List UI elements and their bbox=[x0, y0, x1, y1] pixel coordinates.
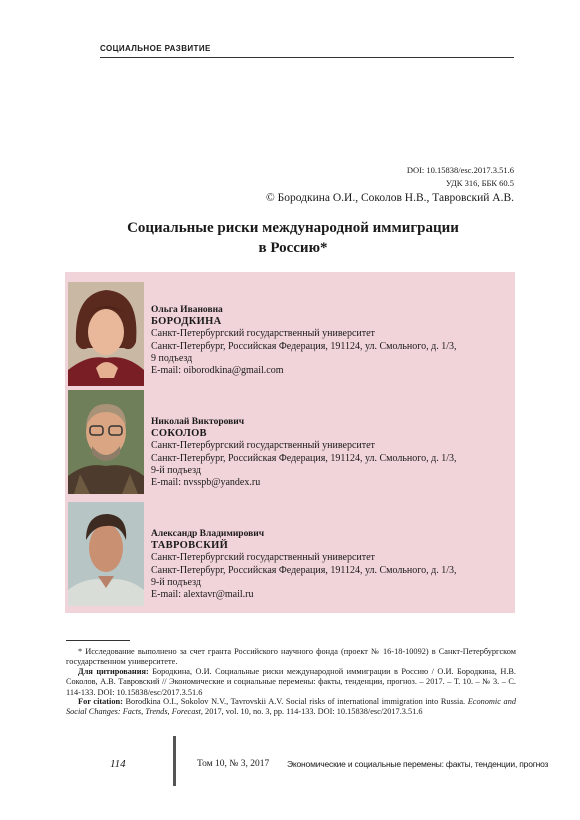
author-org: Санкт-Петербургский государственный университет bbox=[151, 328, 375, 340]
author-last-name: СОКОЛОВ bbox=[151, 428, 207, 440]
udk-line: УДК 316, ББК 60.5 bbox=[445, 178, 514, 188]
author-address: Санкт-Петербург, Российская Федерация, 191124, ул. Смольного, д. 1/3, bbox=[151, 564, 457, 576]
doi-line: DOI: 10.15838/esc.2017.3.51.6 bbox=[406, 165, 514, 175]
header-rule bbox=[100, 57, 514, 58]
author-block-tavrovskii bbox=[151, 528, 501, 601]
journal-issue: Том 10, № 3, 2017 bbox=[197, 759, 270, 769]
author-org: Санкт-Петербургский государственный университет bbox=[151, 440, 375, 452]
section-title: СОЦИАЛЬНОЕ РАЗВИТИЕ bbox=[100, 44, 211, 53]
footnote-rule bbox=[66, 640, 130, 641]
citation-en-text: Borodkina O.I., Sokolov N.V., Tavrovskii A.V. Social risks of international immigration into Russia. bbox=[122, 697, 468, 706]
article-title-line-1: Социальные риски международной иммиграции bbox=[127, 220, 459, 236]
author-first-name: Николай Викторович bbox=[151, 417, 245, 427]
footnote-citation-en bbox=[66, 697, 516, 718]
author-org: Санкт-Петербургский государственный университет bbox=[151, 552, 375, 564]
citation-en-journal: Economic and Social Changes: Facts, Trends, Forecast bbox=[66, 697, 516, 717]
article-title-line-2: в Россию* bbox=[258, 240, 328, 256]
author-email: E-mail: nvsspb@yandex.ru bbox=[151, 477, 261, 489]
footer-divider bbox=[173, 736, 176, 786]
author-address-cont: 9-й подъезд bbox=[151, 576, 201, 588]
author-photo-tavrovskii bbox=[68, 502, 144, 606]
citation-en-tail: , 2017, vol. 10, no. 3, pp. 114-133. DOI: 10.15838/esc/2017.3.51.6 bbox=[200, 707, 423, 717]
author-address: Санкт-Петербург, Российская Федерация, 191124, ул. Смольного, д. 1/3, bbox=[151, 340, 457, 352]
author-last-name: БОРОДКИНА bbox=[151, 316, 222, 328]
article-title bbox=[70, 218, 516, 258]
footnote-grant: * Исследование выполнено за счет гранта Российского научного фонда (проект № 16-18-10092) в Санкт-Петербургском государственном университете. bbox=[66, 647, 516, 667]
author-photo-borodkina bbox=[68, 282, 144, 386]
author-block-borodkina bbox=[151, 304, 501, 377]
author-address: Санкт-Петербург, Российская Федерация, 191124, ул. Смольного, д. 1/3, bbox=[151, 452, 457, 464]
citation-ru-text: Бородкина, О.И. Социальные риски международной иммиграции в Россию / О.И. Бородкина, Н.В. Соколов, А.В. Тавровский // Экономические и социальные перемены: факты, тенденции, прогноз. – 2017. – Т. 10. – № 3. – С. 114-133. DOI: 10.15838/esc/2017.3.51.6 bbox=[66, 667, 516, 697]
author-address-cont: 9-й подъезд bbox=[151, 464, 201, 476]
citation-en-label: For citation: bbox=[78, 697, 123, 706]
author-last-name: ТАВРОВСКИЙ bbox=[151, 540, 229, 552]
copyright-line: © Бородкина О.И., Соколов Н.В., Тавровский А.В. bbox=[266, 192, 514, 204]
author-email: E-mail: oiborodkina@gmail.com bbox=[151, 365, 284, 377]
author-first-name: Александр Владимирович bbox=[151, 529, 265, 539]
author-first-name: Ольга Ивановна bbox=[151, 305, 223, 315]
author-address-cont: 9 подъезд bbox=[151, 352, 193, 364]
page-number: 114 bbox=[110, 758, 126, 770]
citation-ru-label: Для цитирования: bbox=[78, 667, 149, 676]
author-photo-sokolov bbox=[68, 390, 144, 494]
footnote-citation-ru bbox=[66, 667, 516, 698]
journal-name: Экономические и социальные перемены: факты, тенденции, прогноз bbox=[287, 759, 549, 769]
author-email: E-mail: alextavr@mail.ru bbox=[151, 589, 254, 601]
author-block-sokolov bbox=[151, 416, 501, 489]
